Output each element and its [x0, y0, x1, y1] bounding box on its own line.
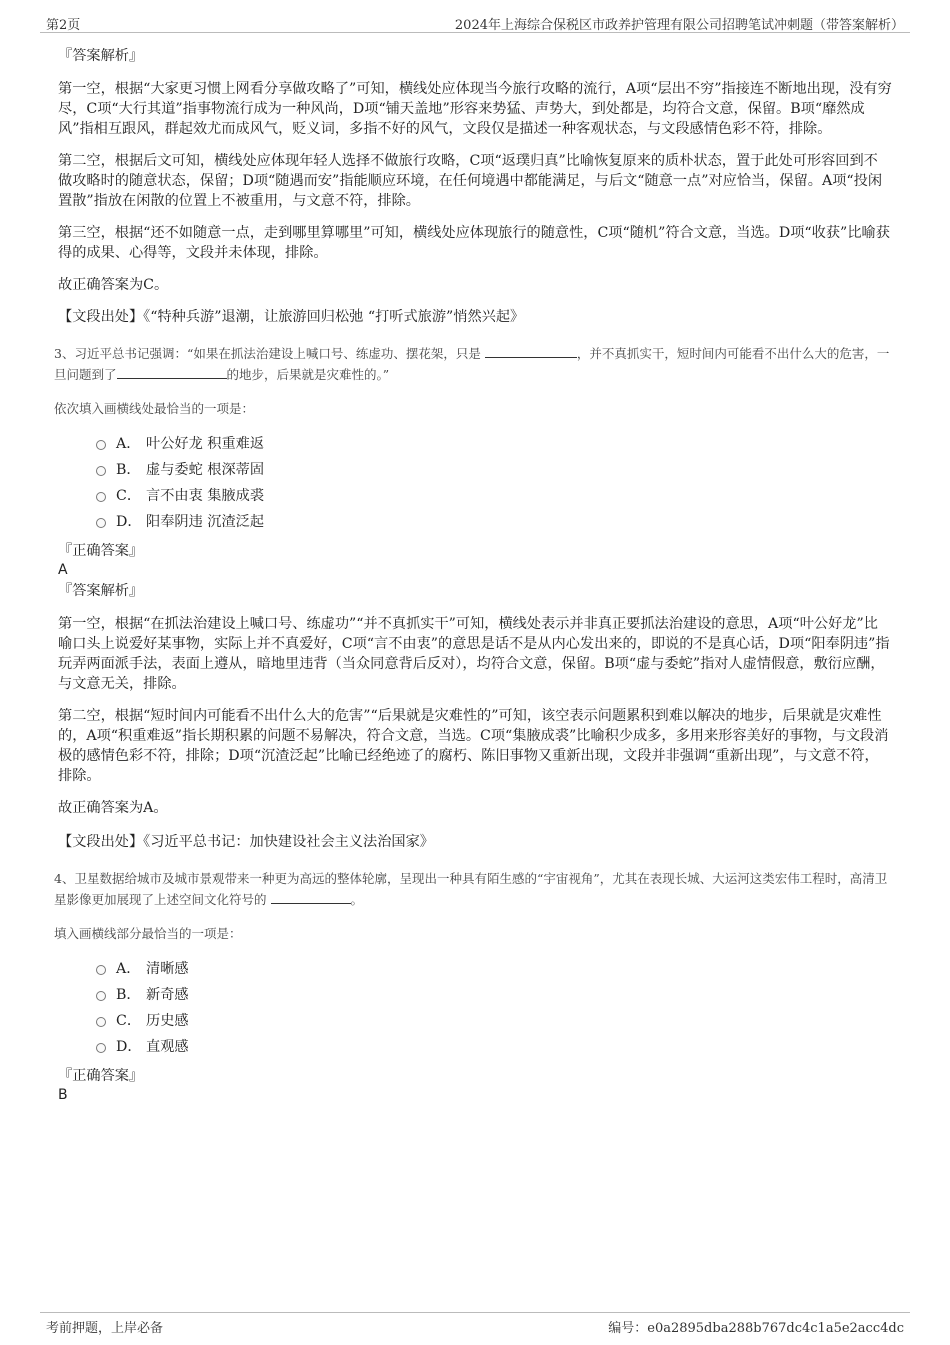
analysis-label: 『答案解析』 — [58, 583, 144, 599]
page-header — [40, 12, 910, 33]
correct-answer: B — [58, 1087, 68, 1103]
conclusion: 故正确答案为C。 — [58, 277, 169, 293]
page-footer — [40, 1312, 910, 1335]
radio-button[interactable] — [96, 965, 106, 975]
radio-button[interactable] — [96, 466, 106, 476]
option-a[interactable]: A． 叶公好龙 积重难返 — [58, 431, 892, 457]
footer-slogan: 考前押题，上岸必备 — [46, 1321, 164, 1336]
analysis-paragraph: 第三空，根据“还不如随意一点，走到哪里算哪里”可知，横线处应体现旅行的随意性，C项“随机”符合文意，当选。D项“收获”比喻获得的成果、心得等，文段并未体现，排除。 — [58, 225, 890, 261]
source-citation: 【文段出处】《“特种兵游”退潮，让旅游回归松弛 “打听式旅游”悄然兴起》 — [58, 309, 525, 325]
option-list — [58, 431, 892, 535]
option-c[interactable]: C． 历史感 — [58, 1008, 892, 1034]
document-serial: 编号：e0a2895dba288b767dc4c1a5e2acc4dc — [608, 1321, 904, 1336]
option-b[interactable]: B． 虚与委蛇 根深蒂固 — [58, 457, 892, 483]
option-d[interactable]: D． 阳奉阴违 沉渣泛起 — [58, 509, 892, 535]
question-instruction: 填入画横线部分最恰当的一项是： — [54, 926, 242, 941]
radio-button[interactable] — [96, 492, 106, 502]
page-number: 第2页 — [46, 18, 81, 33]
document-title: 2024年上海综合保税区市政养护管理有限公司招聘笔试冲刺题（带答案解析） — [454, 18, 904, 33]
option-b[interactable]: B． 新奇感 — [58, 982, 892, 1008]
source-citation: 【文段出处】《习近平总书记：加快建设社会主义法治国家》 — [58, 834, 434, 850]
correct-answer-label: 『正确答案』 — [58, 1068, 144, 1084]
analysis-paragraph: 第一空，根据“大家更习惯上网看分享做攻略了”可知，横线处应体现当今旅行攻略的流行，A项“层出不穷”指接连不断地出现，没有穷尽，C项“大行其道”指事物流行成为一种风尚，D项“铺天盖地”形容来势猛、声势大，到处都是，均符合文意，保留。B项“靡然成风”指相互跟风，群起效尤而成风气，贬义词，多指不好的风气，文段仅是描述一种客观状态，与文段感情色彩不符，排除。 — [58, 81, 892, 137]
option-c[interactable]: C． 言不由衷 集腋成裘 — [58, 483, 892, 509]
fill-blank — [117, 364, 227, 379]
option-a[interactable]: A． 清晰感 — [58, 956, 892, 982]
fill-blank — [485, 343, 577, 358]
radio-button[interactable] — [96, 991, 106, 1001]
analysis-paragraph: 第一空，根据“在抓法治建设上喊口号、练虚功”“并不真抓实干”可知，横线处表示并非真正要抓法治建设的意思，A项“叶公好龙”比喻口头上说爱好某事物，实际上并不真爱好，C项“言不由衷”的意思是话不是从内心发出来的，即说的不是真心话，D项“阳奉阴违”指玩弄两面派手法，表面上遵从，暗地里违背（当众同意背后反对），均符合文意，保留。B项“虚与委蛇”指对人虚情假意，敷衍应酬，与文意无关，排除。 — [58, 616, 890, 692]
question-stem: 4、卫星数据给城市及城市景观带来一种更为高远的整体轮廓，呈现出一种具有陌生感的“宇宙视角”，尤其在表现长城、大运河这类宏伟工程时，高清卫星影像更加展现了上述空间文化符号的 。 — [54, 871, 888, 907]
analysis-paragraph: 第二空，根据“短时间内可能看不出什么大的危害”“后果就是灾难性的”可知，该空表示问题累积到难以解决的地步，后果就是灾难性的，A项“积重难返”指长期积累的问题不易解决，符合文意，当选。C项“集腋成裘”比喻积少成多，多用来形容美好的事物，与文段消极的感情色彩不符，排除；D项“沉渣泛起”比喻已经绝迹了的腐朽、陈旧事物又重新出现，文段并非强调“重新出现”，与文意不符，排除。 — [58, 708, 889, 784]
question-stem: 3、习近平总书记强调：“如果在抓法治建设上喊口号、练虚功、摆花架，只是 ，并不真抓实干，短时间内可能看不出什么大的危害，一旦问题到了 的地步，后果就是灾难性的。” — [54, 343, 892, 385]
fill-blank — [271, 889, 351, 904]
conclusion: 故正确答案为A。 — [58, 800, 168, 816]
radio-button[interactable] — [96, 1017, 106, 1027]
radio-button[interactable] — [96, 518, 106, 528]
correct-answer-label: 『正确答案』 — [58, 543, 144, 559]
option-list — [58, 956, 892, 1060]
radio-button[interactable] — [96, 440, 106, 450]
page-content — [54, 46, 892, 1104]
option-d[interactable]: D． 直观感 — [58, 1034, 892, 1060]
correct-answer: A — [58, 562, 68, 578]
analysis-paragraph: 第二空，根据后文可知，横线处应体现年轻人选择不做旅行攻略，C项“返璞归真”比喻恢复原来的质朴状态，置于此处可形容回到不做攻略时的随意状态，保留；D项“随遇而安”指能顺应环境，在任何境遇中都能满足，与后文“随意一点”对应恰当，保留。A项“投闲置散”指放在闲散的位置上不被重用，与文意不符，排除。 — [58, 153, 883, 209]
analysis-label: 『答案解析』 — [58, 48, 144, 64]
radio-button[interactable] — [96, 1043, 106, 1053]
question-instruction: 依次填入画横线处最恰当的一项是： — [54, 401, 255, 416]
